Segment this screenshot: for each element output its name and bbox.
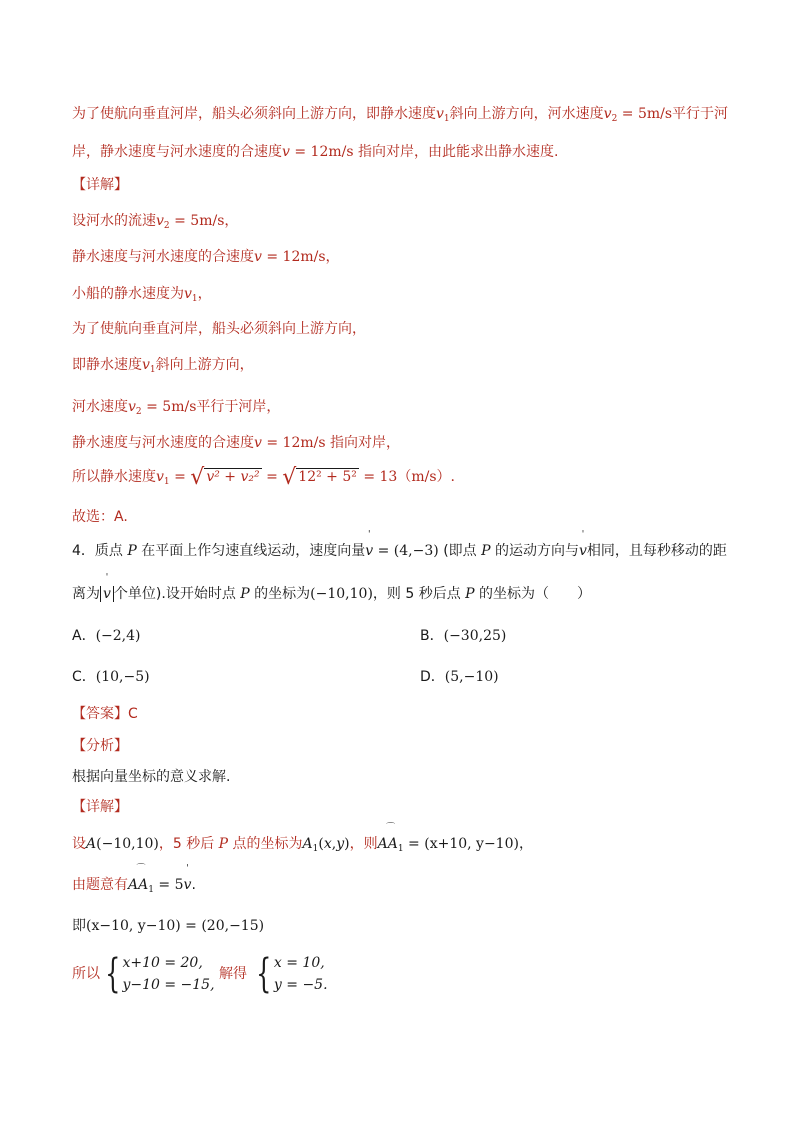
text: 点的坐标为 [232, 836, 303, 852]
text: 平行于河 [672, 106, 729, 122]
text: 所以 [72, 966, 100, 982]
detail-line-4: 为了使航向垂直河岸，船头必须斜向上游方向， [72, 321, 366, 337]
option-d: D．(5,−10) [420, 669, 499, 685]
vector-value: = (4,−3) [377, 543, 439, 559]
text: 质点 [94, 543, 123, 559]
text: 解得 [219, 966, 247, 982]
detail-line-7: 静水速度与河水速度的合速度v = 12m/s 指向对岸， [72, 435, 400, 451]
detail-line-3: 小船的静水速度为$v_1$， [72, 286, 212, 304]
vector-AA1: ⌒ $AA_1$ [128, 864, 154, 895]
start-coordinate: (−10,10) [310, 586, 373, 602]
detail-line-8: 所以静水速度$v_1$ = √ v² + v₂² = √ 12² + 5² = 13（m/s）. [72, 465, 455, 490]
detail2-line-1: 设A(−10,10)，5 秒后 P 点的坐标为$A_1(x,y)$，则 ⌒ $AA_1 = (x+10$, y−10)， [72, 833, 734, 860]
text: 河水速度 [72, 399, 128, 415]
analysis-line-1: 为了使航向垂直河岸，船头必须斜向上游方向，即静水速度$v_1$斜向上游方向，河水速度$v_2 = 5m/s$平行于河 [72, 106, 729, 124]
text: ，则 5 秒后点 [372, 586, 461, 602]
detail-line-5: 即静水速度$v_1$斜向上游方向， [72, 357, 254, 375]
solution: x = 10, y = −5. [273, 955, 328, 993]
text: 静水速度与河水速度的合速度 [72, 249, 254, 265]
text: 指向对岸， [330, 435, 400, 451]
text: 由题意有 [72, 877, 128, 893]
text: 即静水速度 [72, 357, 142, 373]
option-a: A．(−2,4) [72, 628, 141, 644]
text: 设 [72, 836, 86, 852]
sqrt-expression-2: √ 12² + 5² [282, 465, 357, 490]
question-number: 4． [72, 543, 95, 559]
detail2-line-3 [72, 915, 734, 937]
text: = (x+10, y−10)， [408, 836, 533, 852]
result: 13（m/s）. [379, 469, 455, 485]
text: 相同，且每秒移动的距 [586, 543, 727, 559]
answer: 【答案】C [72, 706, 138, 722]
math-v: = 12m/s [266, 435, 326, 451]
text: 即(x−10, y−10) = (20,−15) [72, 918, 265, 934]
math-v2: = 5m/s [621, 106, 673, 122]
math-v2: = 5m/s [146, 399, 197, 415]
option-c: C．(10,−5) [72, 669, 150, 685]
detail-line-9: 故选：A. [72, 509, 128, 525]
text: 为了使航向垂直河岸，船头必须斜向上游方向，即静水速度 [72, 106, 436, 122]
vector-v: ' v [365, 530, 374, 559]
text: 斜向上游方向， [155, 357, 254, 373]
option-b: B．(−30,25) [420, 628, 507, 644]
analysis-line-2: 岸，静水速度与河水速度的合速度v = 12m/s 指向对岸，由此能求出静水速度. [72, 144, 559, 160]
options-row-2 [72, 666, 734, 688]
vector-v: ' v [183, 864, 192, 893]
text: 指向对岸，由此能求出静水速度. [358, 144, 559, 160]
sqrt-expression-1: √ v² + v₂² [190, 465, 260, 490]
text: 设河水的流速 [72, 213, 156, 229]
detail-line-2: 静水速度与河水速度的合速度v = 12m/s， [72, 249, 340, 265]
options-row-1 [72, 625, 734, 647]
text: ，5 秒后 [158, 836, 215, 852]
vector-AA1: ⌒ $AA_1$ [377, 823, 404, 854]
text: ， [325, 249, 340, 265]
text: 静水速度与河水速度的合速度 [72, 435, 254, 451]
text: 斜向上游方向，河水速度 [449, 106, 604, 122]
detail-line-1: 设河水的流速$v_2 = 5m/s$， [72, 213, 239, 231]
text: 的运动方向与 [494, 543, 579, 559]
text: 个单位).设开始时点 [113, 586, 236, 602]
text: 平行于河岸， [196, 399, 281, 415]
text: 小船的静水速度为 [72, 286, 184, 302]
text: 所以静水速度 [72, 469, 156, 485]
analysis-heading-2: 【分析】 [72, 738, 128, 754]
vector-magnitude: ' v [100, 586, 114, 602]
system-of-equations: x+10 = 20, y−10 = −15, [122, 955, 215, 993]
text: 离为 [72, 586, 100, 602]
math-v: = 12m/s [294, 144, 354, 160]
question-line-1: 4．质点 P 在平面上作匀速直线运动，速度向量 ' v = (4,−3) (即点 P 的运动方向与 ' v相同，且每秒移动的距 [72, 540, 734, 562]
text: ，则 [349, 836, 378, 852]
text: 在平面上作匀速直线运动，速度向量 [141, 543, 366, 559]
text: (即点 [443, 543, 477, 559]
text: ， [197, 286, 212, 302]
text: 的坐标为 [254, 586, 311, 602]
detail2-line-4: 所以 { x+10 = 20, y−10 = −15, 解得 { x = 10, y = −5. [72, 951, 328, 997]
detail2-line-2: 由题意有 ⌒ $AA_1 = 5$ ' v. [72, 874, 734, 901]
text: 的坐标为（ ） [479, 586, 592, 602]
detail-heading: 【详解】 [72, 177, 128, 193]
question-line-2: 离为 ' v 个单位).设开始时点 P 的坐标为(−10,10)，则 5 秒后点 P 的坐标为（ ） [72, 573, 592, 602]
math-v2: = 5m/s [174, 213, 225, 229]
text: = 5 [158, 877, 184, 893]
vector-v: ' v [578, 530, 587, 559]
detail-line-6: 河水速度$v_2 = 5m/s$平行于河岸， [72, 399, 281, 417]
math-v: = 12m/s [266, 249, 326, 265]
detail-heading-2: 【详解】 [72, 799, 128, 815]
text: 岸，静水速度与河水速度的合速度 [72, 144, 282, 160]
text: ， [224, 213, 239, 229]
analysis-text-2: 根据向量坐标的意义求解. [72, 769, 231, 785]
